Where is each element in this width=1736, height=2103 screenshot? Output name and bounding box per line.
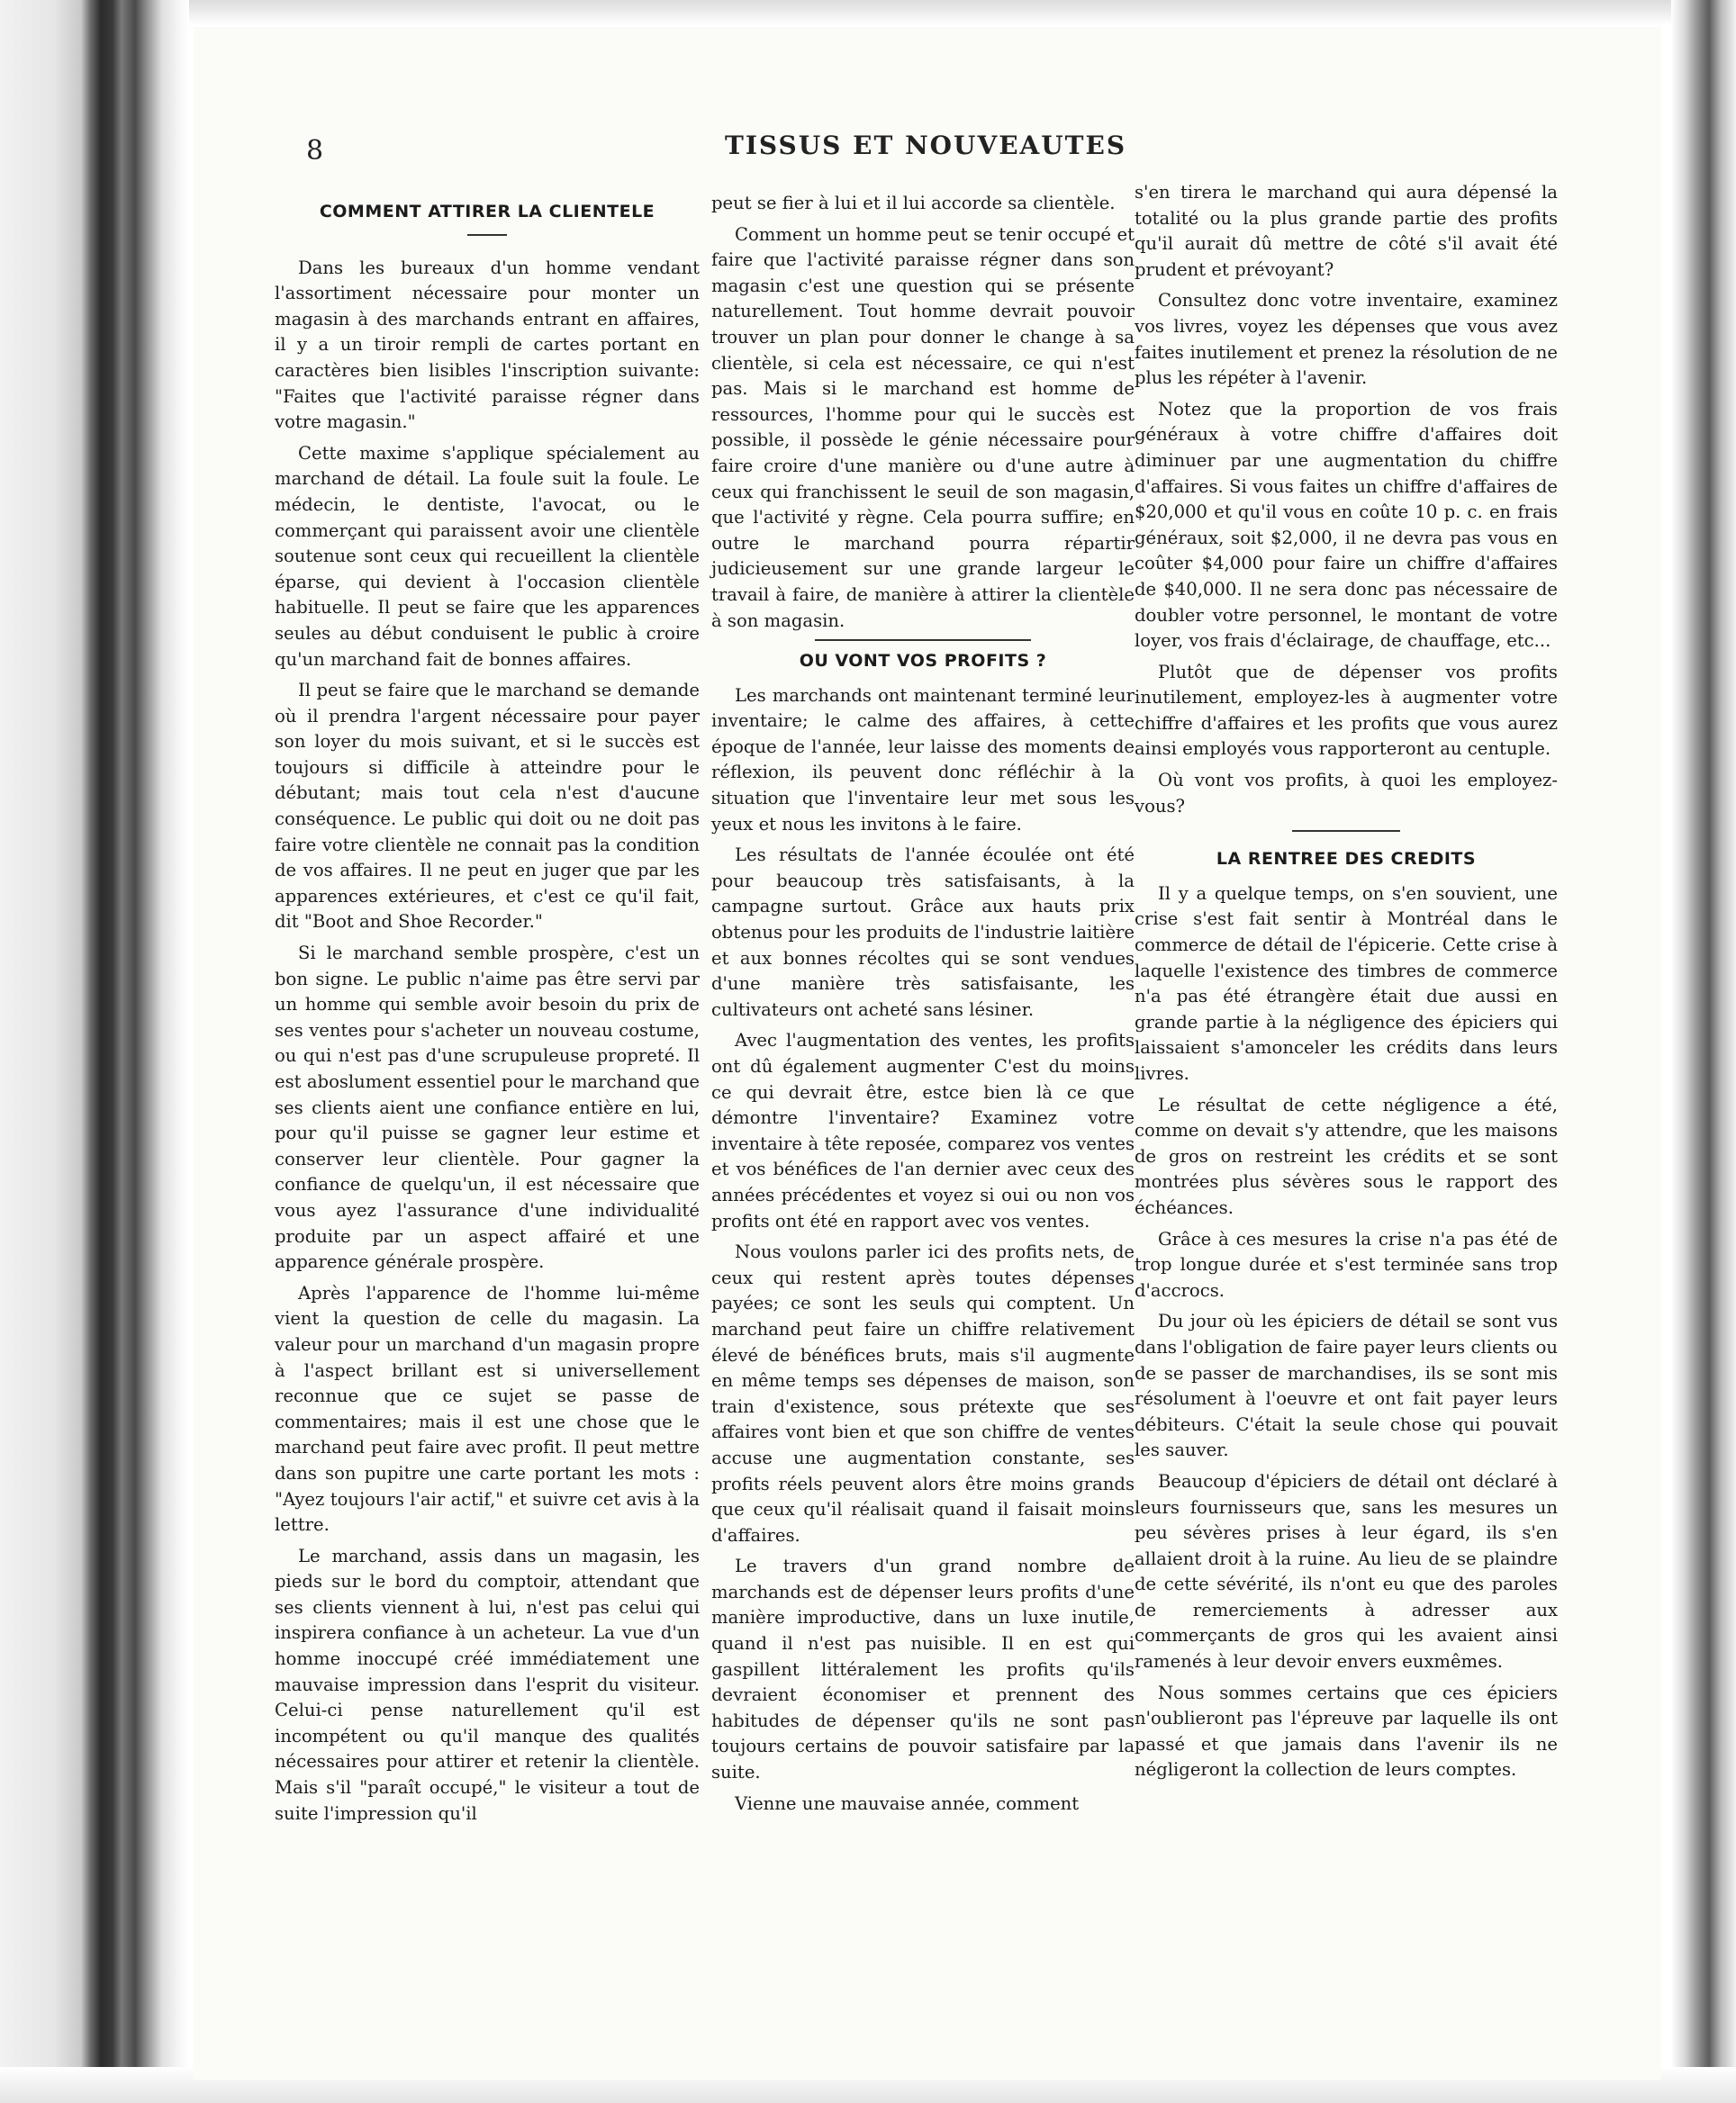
paragraph: Cette maxime s'applique spécialement au marchand de détail. La foule suit la foule. Le médecin, le dentiste, l'avocat, ou le commerçant qui paraissent avoir une clientèle soutenue sont ceux qui recueillent la clientèle éparse, qui devient à l'occasion clientèle habituelle. Il peut se faire que les apparences seules au début conduisent le public à croire qu'un marchand fait de bonnes affaires. xyxy=(275,442,700,670)
paragraph: Il peut se faire que le marchand se demande où il prendra l'argent nécessaire pour payer son loyer du mois suivant, et si le succès est toujours si difficile à atteindre pour le débutant; mais tout cela n'est d'aucune conséquence. Le public qui doit ou ne doit pas faire votre clientèle ne connait pas la condition de vos affaires. Il ne peut en juger que par les apparences extérieures, et c'est ce qu'il fait, dit "Boot and Shoe Recorder." xyxy=(275,680,700,933)
paragraph: Après l'apparence de l'homme lui-même vient la question de celle du magasin. La valeur pour un marchand d'un magasin propre à l'aspect brillant est si universellement reconnue que ce sujet se passe de commentaires; mais il est une chose que le marchand peut faire avec profit. Il peut mettre dans son pupitre une carte portant les mots : "Ayez toujours l'air actif," et suivre cet avis à la lettre. xyxy=(275,1282,700,1536)
column-3 xyxy=(1135,180,1558,1789)
paragraph: Nous voulons parler ici des profits nets, de ceux qui restent après toutes dépenses payées; ce sont les seuls qui comptent. Un marchand peut faire un chiffre relativement élevé de bénéfices bruts, mais s'il augmente en même temps ses dépenses de maison, son train d'existence, sous prétexte que ses affaires vont bien et que son chiffre de ventes accuse une augmentation constante, ses profits réels peuvent alors être moins grands que ceux qu'il réalisait quand il faisait moins d'affaires. xyxy=(711,1241,1135,1546)
article-heading-credits: LA RENTREE DES CREDITS xyxy=(1216,849,1477,870)
scan-border-top xyxy=(0,0,1736,25)
paragraph: Le marchand, assis dans un magasin, les pieds sur le bord du comptoir, attendant que ses clients viennent à lui, n'est pas celui qui inspirera confiance à un acheteur. La vue d'un homme inoccupé créé immédiatement une mauvaise impression dans l'esprit du visiteur. Celui-ci pense naturellement qu'il est incompétent ou qu'il manque des qualités nécessaires pour attirer et retenir la clientèle. Mais s'il "paraît occupé," le visiteur a tout de suite l'impression qu'il xyxy=(275,1545,700,1824)
paragraph: peut se fier à lui et il lui accorde sa clientèle. xyxy=(711,193,1116,213)
paragraph: Consultez donc votre inventaire, examinez vos livres, voyez les dépenses que vous avez faites inutilement et prenez la résolution de ne plus les répéter à l'avenir. xyxy=(1135,290,1558,389)
running-head-title: TISSUS ET NOUVEAUTES xyxy=(725,131,1127,160)
paragraph: Les résultats de l'année écoulée ont été pour beaucoup très satisfaisants, à la campagne surtout. Grâce aux hauts prix obtenus pour les produits de l'industrie laitière et aux bonnes récoltes qui se sont vendues d'une manière très satisfaisante, les cultivateurs ont acheté sans lésiner. xyxy=(711,844,1135,1020)
paragraph: Avec l'augmentation des ventes, les profits ont dû également augmenter C'est du moins ce qui devrait être, estce bien là ce que démontre l'inventaire? Examinez votre inventaire à tête reposée, comparez vos ventes et vos bénéfices de l'an dernier avec ceux des années précédentes et voyez si oui ou non vos profits ont été en rapport avec vos ventes. xyxy=(711,1030,1135,1232)
section-rule xyxy=(1292,830,1400,832)
paragraph: Beaucoup d'épiciers de détail ont déclaré à leurs fournisseurs que, sans les mesures un peu sévères prises à leur égard, ils s'en allaient droit à la ruine. Au lieu de se plaindre de cette sévérité, ils n'ont eu que des paroles de remerciements à adresser aux commerçants de gros qui les avaient ainsi ramenés à leur devoir envers euxmêmes. xyxy=(1135,1470,1558,1673)
paragraph: Le travers d'un grand nombre de marchands est de dépenser leurs profits d'une manière improductive, dans un luxe inutile, quand il n'est pas nuisible. Il en est qui gaspillent littéralement les profits qu'ils devraient économiser et prennent des habitudes de dépenser qu'ils ne sont pas toujours certains de pouvoir satisfaire par la suite. xyxy=(711,1556,1135,1783)
paragraph: Plutôt que de dépenser vos profits inutilement, employez-les à augmenter votre chiffre d'affaires et les profits que vous aurez ainsi employés vous rapporteront au centuple. xyxy=(1135,661,1558,760)
paragraph: Il y a quelque temps, on s'en souvient, une crise s'est fait sentir à Montréal dans le commerce de détail de l'épicerie. Cette crise à laquelle l'existence des timbres de commerce n'a pas été étrangère était due aussi en grande partie à la négligence des épiciers qui laissaient s'amonceler les crédits dans leurs livres. xyxy=(1135,882,1558,1084)
article-heading-profits: OU VONT VOS PROFITS ? xyxy=(799,651,1047,672)
paragraph: Le résultat de cette négligence a été, comme on devait s'y attendre, que les maisons de gros on restreint les crédits et se sont montrées plus sévères sous le rapport des échéances. xyxy=(1135,1094,1558,1218)
paragraph: Où vont vos profits, à quoi les employez-vous? xyxy=(1135,770,1558,817)
paragraph: Les marchands ont maintenant terminé leur inventaire; le calme des affaires, à cette époque de l'année, leur laisse des moments de réflexion, ils peuvent donc réfléchir à la situation que l'inventaire leur met sous les yeux et nous les invitons à le faire. xyxy=(711,684,1135,835)
paragraph: Grâce à ces mesures la crise n'a pas été de trop longue durée et s'est terminée sans trop d'accrocs. xyxy=(1135,1228,1558,1301)
heading-rule xyxy=(467,234,507,236)
paragraph: Si le marchand semble prospère, c'est un bon signe. Le public n'aime pas être servi par un homme qui semble avoir besoin du prix de ses ventes pour s'acheter un nouveau costume, ou qui n'est pas d'une scrupuleuse propreté. Il est aboslument essentiel pour le marchand que ses clients aient une confiance entière en lui, pour qu'il puisse se gagner leur estime et conserver leur clientèle. Pour gagner la confiance de quelqu'un, il est nécessaire que vous ayez l'assurance d'une individualité produite par un aspect affairé et une apparence générale prospère. xyxy=(275,943,700,1273)
paragraph: Nous sommes certains que ces épiciers n'oublieront pas l'épreuve par laquelle ils ont passé et que jamais dans l'avenir ils ne négligeront la collection de leurs comptes. xyxy=(1135,1682,1558,1781)
paragraph: Comment un homme peut se tenir occupé et faire que l'activité paraisse régner dans son magasin c'est une question qui se présente naturellement. Tout homme devrait pouvoir trouver un plan pour donner le change à sa clientèle, si cela est nécessaire, ce qui n'est pas. Mais si le marchand est homme de ressources, l'homme pour qui le succès est possible, il possède le génie nécessaire pour faire croire d'une manière ou d'une autre à ceux qui franchissent le seuil de son magasin, que l'activité y règne. Cela pourra suffire; en outre le marchand pourra répartir judicieusement sur une grande largeur le travail à faire, de manière à attirer la clientèle à son magasin. xyxy=(711,223,1135,631)
column-2 xyxy=(711,191,1135,1822)
paragraph: Du jour où les épiciers de détail se sont vus dans l'obligation de faire payer leurs clients ou de se passer de marchandises, ils se sont mis résolument à l'oeuvre et ont fait payer leurs débiteurs. C'était la seule chose qui pouvait les sauver. xyxy=(1135,1311,1558,1461)
paragraph: s'en tirera le marchand qui aura dépensé la totalité ou la plus grande partie des profits qu'il aurait dû mettre de côté s'il avait été prudent et prévoyant? xyxy=(1135,182,1558,280)
page-number: 8 xyxy=(306,135,324,167)
book-spine-edge xyxy=(0,0,189,2103)
section-rule xyxy=(815,639,1031,641)
column-1 xyxy=(275,194,700,1832)
paragraph: Notez que la proportion de vos frais généraux à votre chiffre d'affaires doit diminuer par une augmentation du chiffre d'affaires. Si vous faites un chiffre d'affaires de $20,000 et qu'il vous en coûte 10 p. c. en frais généraux, soit $2,000, il ne devra pas vous en coûter $4,000 pour faire un chiffre d'affaires de $40,000. Il ne sera donc pas nécessaire de doubler votre personnel, le montant de votre loyer, vos frais d'éclairage, de chauffage, etc... xyxy=(1135,398,1558,652)
paragraph: Vienne une mauvaise année, comment xyxy=(735,1792,1080,1814)
paragraph: Dans les bureaux d'un homme vendant l'assortiment nécessaire pour monter un magasin à des marchands entrant en affaires, il y a un tiroir rempli de cartes portant en caractères bien lisibles l'inscription suivante: "Faites que l'activité paraisse régner dans votre magasin." xyxy=(275,257,700,433)
article-heading-clientele: COMMENT ATTIRER LA CLIENTELE xyxy=(319,202,656,221)
scan-border-right xyxy=(1671,0,1736,2103)
